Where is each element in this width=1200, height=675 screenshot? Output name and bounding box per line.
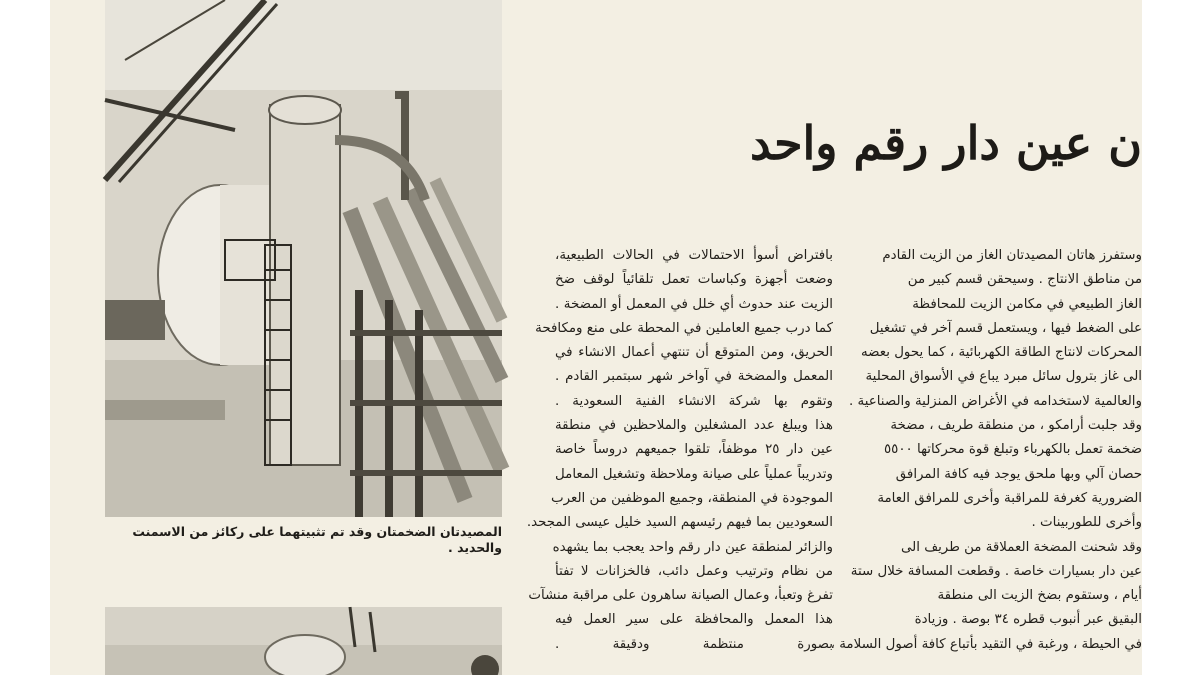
text-line: من نظام وترتيب وعمل دائب، فالخزانات لا تفتأ [555, 563, 833, 579]
text-line: بافتراض أسوأ الاحتمالات في الحالات الطبيعية، [555, 248, 833, 263]
text-line: الى غاز بترول سائل مبرد يباع في الأسواق المحلية [865, 369, 1142, 385]
text-line: وتقوم بها شركة الانشاء الفنية السعودية . [555, 393, 833, 409]
text-line: وقد شحنت المضخة العملاقة من طريف الى [901, 539, 1142, 555]
text-line: الغاز الطبيعي في مكامن الزيت للمحافظة [912, 296, 1142, 312]
article-column-middle [526, 244, 834, 657]
text-line: على الضغط فيها ، ويستعمل قسم آخر في تشغيل [869, 320, 1142, 336]
text-line: هذا المعمل والمحافظة على سير العمل فيه [555, 612, 833, 628]
text-line: وتدريباً عملياً على صيانة وملاحظة وتشغيل المعامل [555, 466, 833, 482]
text-line: المحركات لانتاج الطاقة الكهربائية ، كما يحول بعضه [860, 345, 1142, 361]
text-line: وأخرى للطوربينات . [1031, 515, 1142, 531]
gas-separators-photo [105, 0, 502, 517]
text-line: كما درب جميع العاملين في المحطة على منع ومكافحة [535, 320, 833, 336]
text-line: وقد جلبت أرامكو ، من منطقة طريف ، مضخة [890, 418, 1142, 434]
magazine-page [50, 0, 1142, 675]
text-line: بصورة منتظمة ودقيقة . [555, 636, 833, 652]
text-line: الحريق، ومن المتوقع أن تنتهي أعمال الانشاء في [555, 345, 833, 361]
text-line: البقيق عبر أنبوب قطره ٣٤ بوصة . وزيادة [914, 612, 1142, 628]
text-line: الضرورية كغرفة للمراقبة وأخرى للمرافق العامة [877, 490, 1142, 506]
photo-caption: المصيدتان الضخمتان وقد تم تثبيتهما على ركائز من الاسمنت والحديد . [132, 524, 502, 555]
text-line: هذا ويبلغ عدد المشغلين والملاحظين في منطقة [555, 418, 833, 434]
text-line: أيام ، وستقوم بضخ الزيت الى منطقة [937, 588, 1142, 604]
text-line: المعمل والمضخة في آواخر شهر سبتمبر القادم . [555, 369, 833, 385]
text-line: الموجودة في المنطقة، وجميع الموظفين من العرب [551, 490, 833, 506]
text-line: في الحيطة ، ورغبة في التقيد بأتباع كافة أصول السلامة ، [830, 636, 1142, 652]
text-line: حصان آلي وبها ملحق يوجد فيه كافة المرافق [895, 466, 1142, 482]
text-line: تفرغ وتعبأ، وعمال الصيانة ساهرون على مراقبة منشآت [528, 588, 833, 604]
text-line: ضخمة تعمل بالكهرباء وتبلغ قوة محركاتها ٥٥٠٠ [883, 442, 1142, 458]
text-line: عين دار بسيارات خاصة . وقطعت المسافة خلال ستة [850, 563, 1142, 579]
pump-photo [105, 607, 502, 675]
text-line: عين دار ٢٥ موظفاً، تلقوا جميعهم دروساً خاصة [555, 442, 834, 458]
text-line: والزائر لمنطقة عين دار رقم واحد يعجب بما يشهده [552, 539, 833, 555]
text-line: الزيت عند حدوث أي خلل في المعمل أو المضخة . [555, 296, 833, 312]
text-line: وستفرز هاتان المصيدتان الغاز من الزيت القادم [882, 248, 1142, 263]
text-line: من مناطق الانتاج . وسيحقن قسم كبير من [907, 272, 1142, 288]
text-line: والعالمية لاستخدامه في الأغراض المنزلية والصناعية . [849, 393, 1142, 409]
text-line: السعوديين بما فيهم رئيسهم السيد خليل عيسى المجحد. [526, 515, 833, 531]
text-line: وضعت أجهزة وكباسات تعمل تلقائياً لوقف ضخ [555, 272, 833, 288]
article-headline: ن عين دار رقم واحد [749, 116, 1142, 170]
article-column-right [830, 244, 1142, 657]
